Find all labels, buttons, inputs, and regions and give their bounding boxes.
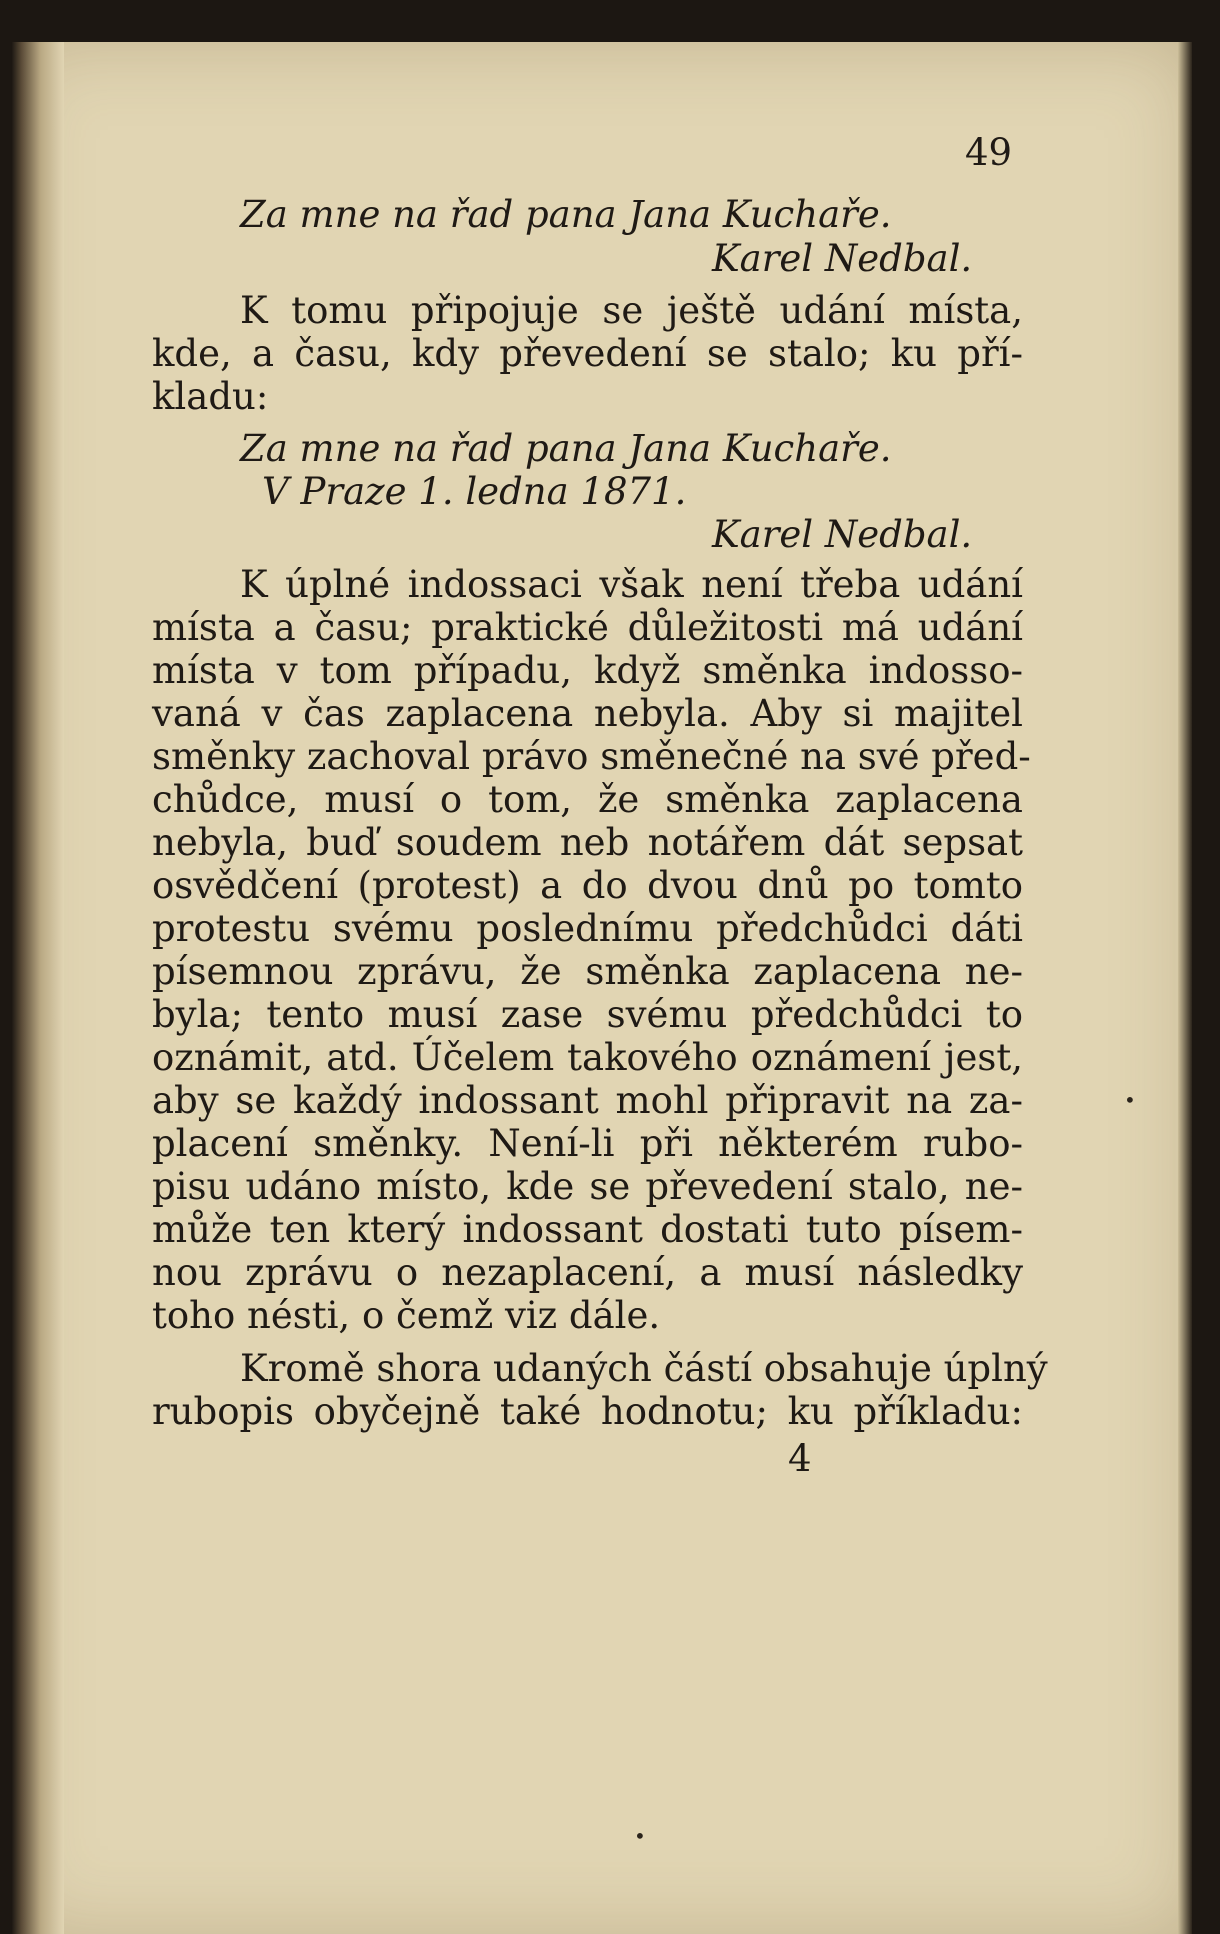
text-line: kde, a času, kdy převedení se stalo; ku pří- (152, 332, 1023, 375)
page-gutter-shadow (12, 42, 64, 1934)
text-line: vaná v čas zaplacena nebyla. Aby si majitel (152, 692, 1023, 735)
text-line: oznámit, atd. Účelem takového oznámení jest, (152, 1036, 1023, 1079)
signature-mark: 4 (788, 1437, 812, 1480)
page-edge-shadow (1178, 42, 1192, 1934)
text-line: místa v tom případu, když směnka indosso- (152, 649, 1023, 692)
text-line: písemnou zprávu, že směnka zaplacena ne- (152, 950, 1023, 993)
example-endorsement-line: Za mne na řad pana Jana Kuchaře. (240, 193, 892, 236)
text-line: aby se každý indossant mohl připravit na za- (152, 1079, 1023, 1122)
text-line: nou zprávu o nezaplacení, a musí následky (152, 1251, 1023, 1294)
example-endorsement-line: Za mne na řad pana Jana Kuchaře. (240, 427, 892, 470)
text-line: Kromě shora udaných částí obsahuje úplný (240, 1347, 1048, 1390)
text-line: K tomu připojuje se ještě udání místa, (240, 289, 1023, 332)
ink-speck-icon: • (634, 1824, 646, 1848)
text-line: toho nésti, o čemž viz dále. (152, 1294, 661, 1337)
text-line: místa a času; praktické důležitosti má udání (152, 606, 1023, 649)
text-line: kladu: (152, 375, 269, 418)
text-line: chůdce, musí o tom, že směnka zaplacena (152, 778, 1023, 821)
text-line: směnky zachoval právo směnečné na své před- (152, 735, 1031, 778)
book-page (12, 42, 1192, 1934)
text-line: placení směnky. Není-li při některém rubo- (152, 1122, 1023, 1165)
text-line: nebyla, buď soudem neb notářem dát sepsat (152, 821, 1023, 864)
text-line: může ten který indossant dostati tuto písem- (152, 1208, 1023, 1251)
text-line: pisu udáno místo, kde se převedení stalo, ne- (152, 1165, 1023, 1208)
text-line: byla; tento musí zase svému předchůdci to (152, 993, 1023, 1036)
page-number: 49 (965, 131, 1013, 174)
text-line: K úplné indossaci však není třeba udání (240, 563, 1023, 606)
text-line: osvědčení (protest) a do dvou dnů po tomto (152, 864, 1023, 907)
text-line: protestu svému poslednímu předchůdci dáti (152, 907, 1023, 950)
example-place-date: V Praze 1. ledna 1871. (262, 470, 687, 513)
text-line: rubopis obyčejně také hodnotu; ku příkladu: (152, 1390, 1023, 1433)
example-signature: Karel Nedbal. (712, 237, 973, 280)
ink-speck-icon: • (1124, 1088, 1136, 1112)
example-signature: Karel Nedbal. (712, 513, 973, 556)
